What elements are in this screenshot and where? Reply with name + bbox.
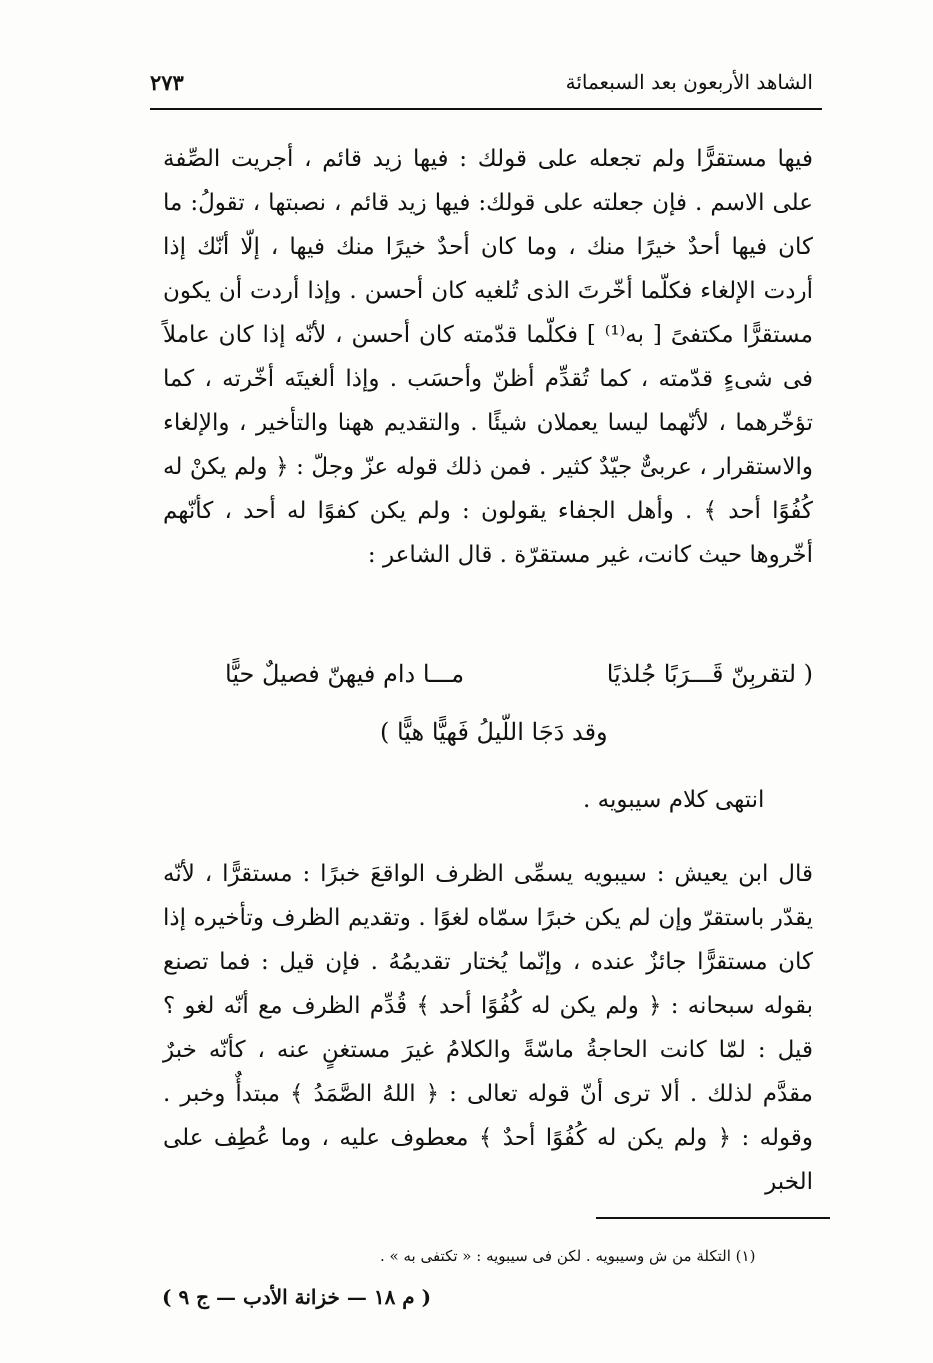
footnote-rule (596, 1217, 830, 1219)
body-paragraph-1: فيها مستقرًّا ولم تجعله على قولك : فيها زيد قائم ، أجريت الصِّفة على الاسم . فإن جعلته على قولك: فيها زيد قائم ، نصبتها ، تقولُ: ما كان فيها أحدٌ خيرًا منك ، وما كان أحدٌ خيرًا منك فيها ، إلّا أنّك إذا أردت الإلغاء فكلّما أخّرتَ الذى تُلغيه كان أحسن . وإذا أردت أن يكون مستقرًّا مكتفىً [ به⁽¹⁾ ] فكلّما قدّمته كان أحسن ، لأنّه إذا كان عاملاً فى شىءٍ قدّمته ، كما تُقدِّم أظنّ وأحسَب . وإذا ألغيتَه أخّرته ، كما تؤخّرهما ، لأنّهما ليسا يعملان شيئًا . والتقديم ههنا والتأخير ، والإلغاء والاستقرار ، عربىٌّ جيّدٌ كثير . فمن ذلك قوله عزّ وجلّ : ﴿ ولم يكنْ له كُفُوًا أحد ﴾ . وأهل الجفاء يقولون : ولم يكن كفوًا له أحد ، كأنّهم أخّروها حيث كانت، غير مستقرّة . قال الشاعر : (163, 146, 813, 568)
running-title: الشاهد الأربعون بعد السبعمائة (565, 70, 813, 94)
verse-line-1-second-hemistich: مـــا دام فيهنّ فصيلٌ حيًّا (225, 660, 465, 688)
closing-line: انتهى كلام سيبويه . (583, 787, 765, 813)
footnote: (١) التكلة من ش وسيبويه . لكن فى سيبويه : « تكتفى به » . (380, 1247, 756, 1265)
verse-line-2: وقد دَجَا اللّيلُ فَهيًّا هيًّا ) (380, 718, 608, 746)
page-number: ٢٧٣ (150, 70, 184, 95)
signature-line: ( م ١٨ — خزانة الأدب — ج ٩ ) (162, 1285, 432, 1309)
body-paragraph-2: قال ابن يعيش : سيبويه يسمِّى الظرف الواقعَ خبرًا : مستقرًّا ، لأنّه يقدّر باستقرّ وإن لم يكن خبرًا سمّاه لغوًا . وتقديم الظرف وتأخيره إذا كان مستقرًّا جائزٌ عنده ، وإنّما يُختار تقديمُهُ . فإن قيل : فما تصنع بقوله سبحانه : ﴿ ولم يكن له كُفُوًا أحد ﴾ قُدِّم الظرف مع أنّه لغو ؟ قيل : لمّا كانت الحاجةُ ماسّةً والكلامُ غيرَ مستغنٍ عنه ، كأنّه خبرٌ مقدَّم لذلك . ألا ترى أنّ قوله تعالى : ﴿ اللهُ الصَّمَدُ ﴾ مبتدأٌ وخبر . وقوله : ﴿ ولم يكن له كُفُوًا أحدٌ ﴾ معطوف عليه ، وما عُطِف على الخبر (163, 861, 813, 1195)
header-rule (150, 108, 822, 110)
verse-line-1-first-hemistich: ( لتقربِنّ قَـــرَبًا جُلذيًا (606, 660, 813, 688)
